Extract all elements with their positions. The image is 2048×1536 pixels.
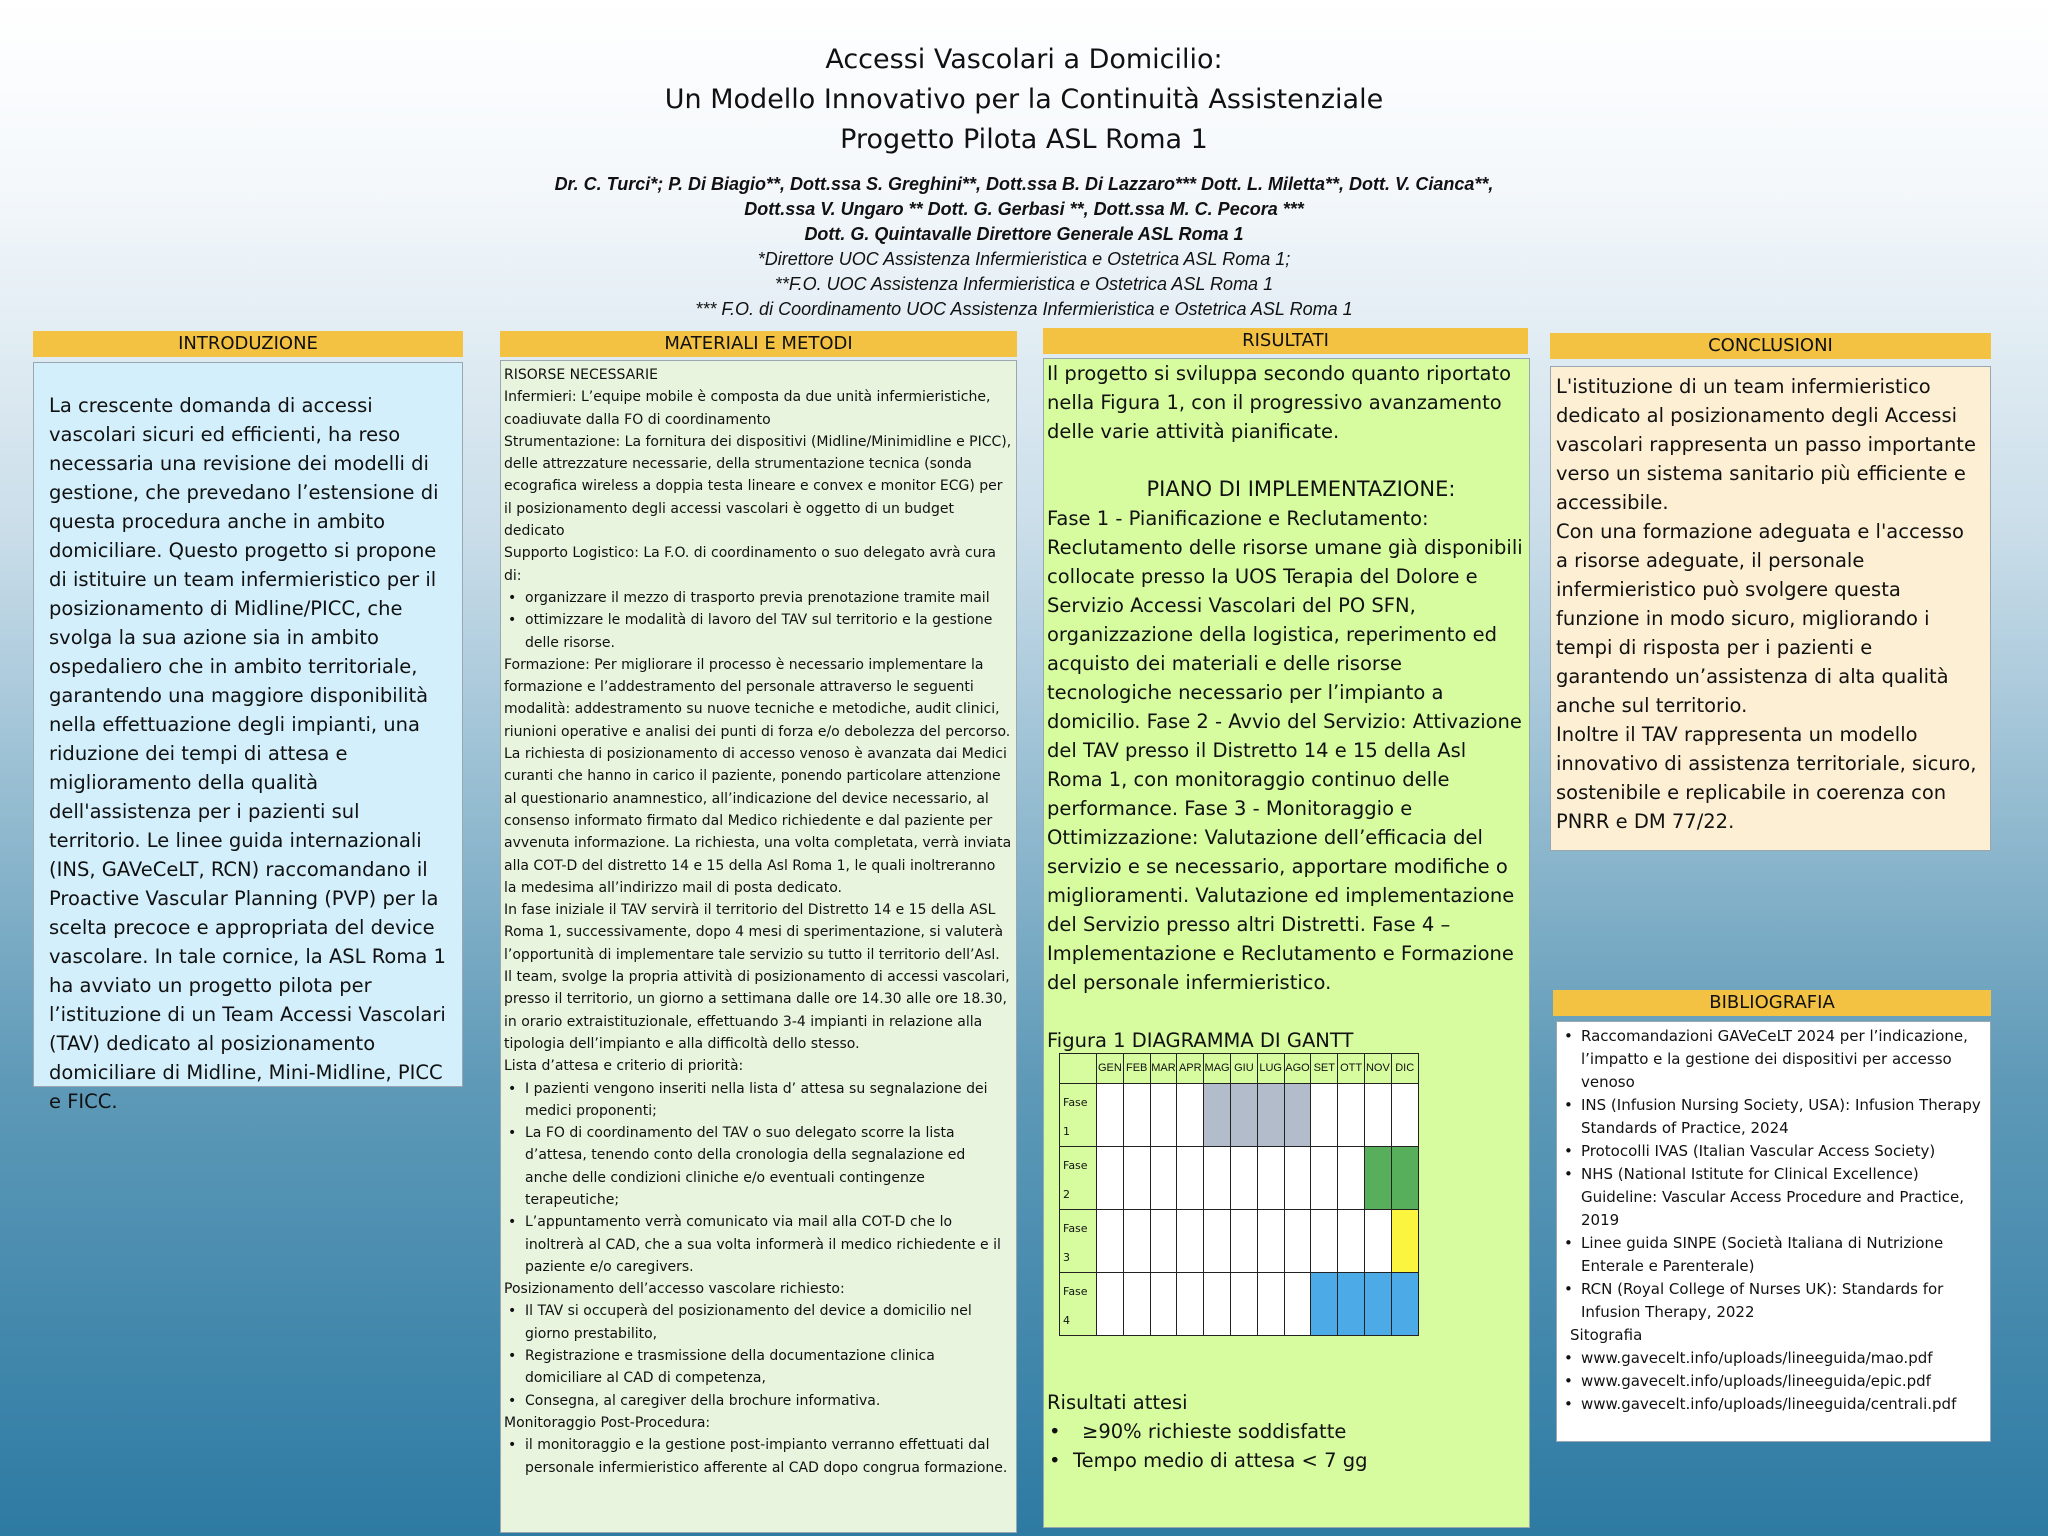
gantt-empty-cell — [1284, 1147, 1311, 1210]
materiali-paragraph: RISORSE NECESSARIE — [504, 367, 658, 383]
gantt-bar-cell — [1204, 1084, 1231, 1147]
materiali-list-item: • I pazienti vengono inseriti nella lista d’ attesa su segnalazione dei medici proponenti; — [504, 1078, 1012, 1123]
gantt-empty-cell — [1364, 1210, 1391, 1273]
materiali-paragraph: Supporto Logistico: La F.O. di coordinamento o suo delegato avrà cura di: — [504, 545, 996, 584]
sitografia-list — [1560, 1347, 1986, 1416]
materiali-heading: MATERIALI E METODI — [500, 331, 1017, 357]
gantt-phase-label: Fase 2 — [1060, 1147, 1097, 1210]
gantt-empty-cell — [1338, 1147, 1365, 1210]
gantt-empty-cell — [1150, 1210, 1177, 1273]
materiali-list-item: • il monitoraggio e la gestione post-impianto verranno effettuati dal personale infermieristico afferente al CAD dopo congrua formazione. — [504, 1434, 1012, 1479]
gantt-empty-cell — [1257, 1273, 1284, 1336]
gantt-phase-label: Fase 4 — [1060, 1273, 1097, 1336]
gantt-month-label: AGO — [1284, 1054, 1311, 1084]
gantt-bar-cell — [1338, 1273, 1365, 1336]
gantt-month-label: APR — [1177, 1054, 1204, 1084]
gantt-phase-row — [1060, 1210, 1419, 1273]
affiliation-line-1: *Direttore UOC Assistenza Infermieristica e Ostetrica ASL Roma 1; — [757, 249, 1291, 269]
gantt-empty-cell — [1311, 1147, 1338, 1210]
title-line-1: Accessi Vascolari a Domicilio: — [825, 44, 1223, 75]
bibliografia-box — [1556, 1021, 1991, 1442]
gantt-corner — [1060, 1054, 1097, 1084]
gantt-bar-cell — [1257, 1084, 1284, 1147]
gantt-empty-cell — [1177, 1084, 1204, 1147]
introduzione-text: La crescente domanda di accessi vascolari sicuri ed efficienti, ha reso necessaria una revisione dei modelli di gestione, che prevedano l’estensione di questa procedura anche in ambito domiciliare. Questo progetto si propone di istituire un team infermieristico per il posizionamento di Midline/PICC, che svolga la sua azione sia in ambito ospedaliero che in ambito territoriale, garantendo una maggiore disponibilità nella effettuazione degli impianti, una riduzione dei tempi di attesa e miglioramento della qualità dell'assistenza per i pazienti sul territorio. Le linee guida internazionali (INS, GAVeCeLT, RCN) raccomandano il Proactive Vascular Planning (PVP) per la scelta precoce e appropriata del device vascolare. In tale cornice, la ASL Roma 1 ha avviato un progetto pilota per l’istituzione di un Team Accessi Vascolari (TAV) dedicato al posizionamento domiciliare di Midline, Mini-Midline, PICC e FICC. — [49, 394, 446, 1113]
gantt-empty-cell — [1150, 1147, 1177, 1210]
materiali-list-item: • ottimizzare le modalità di lavoro del TAV sul territorio e la gestione delle risorse. — [504, 609, 1012, 654]
materiali-list — [504, 1078, 1012, 1279]
gantt-month-label: OTT — [1338, 1054, 1365, 1084]
gantt-empty-cell — [1284, 1210, 1311, 1273]
bibliografia-item: • Raccomandazioni GAVeCeLT 2024 per l’indicazione, l’impatto e la gestione dei dispositivi per accesso venoso — [1560, 1025, 1986, 1094]
risultati-box — [1043, 358, 1530, 1528]
author-line-2: Dott.ssa V. Ungaro ** Dott. G. Gerbasi **, Dott.ssa M. C. Pecora *** — [744, 199, 1304, 219]
title-line-3: Progetto Pilota ASL Roma 1 — [840, 124, 1208, 155]
introduzione-box — [33, 362, 463, 1113]
materiali-list-item: • organizzare il mezzo di trasporto previa prenotazione tramite mail — [504, 587, 1012, 609]
gantt-month-label: GIU — [1230, 1054, 1257, 1084]
gantt-empty-cell — [1257, 1210, 1284, 1273]
plan-text: Fase 1 - Pianificazione e Reclutamento: Reclutamento delle risorse umane già disponibili collocate presso la UOS Terapia del Dolore e Servizio Accessi Vascolari del PO SFN, organizzazione della logistica, reperimento ed acquisto dei materiali e delle risorse tecnologiche necessario per l’impianto a domicilio. Fase 2 - Avvio del Servizio: Attivazione del TAV presso il Distretto 14 e 15 della Asl Roma 1, con monitoraggio continuo delle performance. Fase 3 - Monitoraggio e Ottimizzazione: Valutazione dell’efficacia del servizio e se necessario, apportare modifiche o miglioramenti. Valutazione ed implementazione del Servizio presso altri Distretti. Fase 4 – Implementazione e Reclutamento e Formazione del personale infermieristico. — [1047, 507, 1523, 994]
gantt-chart — [1059, 1053, 1525, 1336]
gantt-empty-cell — [1097, 1210, 1124, 1273]
gantt-month-label: MAR — [1150, 1054, 1177, 1084]
gantt-bar-cell — [1391, 1147, 1418, 1210]
gantt-phase-row — [1060, 1273, 1419, 1336]
gantt-empty-cell — [1257, 1147, 1284, 1210]
gantt-empty-cell — [1097, 1084, 1124, 1147]
gantt-empty-cell — [1123, 1147, 1150, 1210]
conclusioni-heading: CONCLUSIONI — [1550, 333, 1991, 359]
gantt-phase-label: Fase 3 — [1060, 1210, 1097, 1273]
authors — [0, 172, 2048, 247]
gantt-bar-cell — [1391, 1273, 1418, 1336]
conclusioni-paragraph: Inoltre il TAV rappresenta un modello innovativo di assistenza territoriale, sicuro, sostenibile e replicabile in coerenza con PNRR e DM 77/22. — [1556, 723, 1977, 833]
gantt-bar-cell — [1284, 1084, 1311, 1147]
bibliografia-heading: BIBLIOGRAFIA — [1553, 990, 1991, 1016]
gantt-empty-cell — [1177, 1273, 1204, 1336]
materiali-paragraph: Infermieri: L’equipe mobile è composta da due unità infermieristiche, coadiuvate dalla FO di coordinamento — [504, 389, 991, 428]
gantt-month-label: GEN — [1097, 1054, 1124, 1084]
gantt-bar-cell — [1364, 1273, 1391, 1336]
gantt-empty-cell — [1123, 1273, 1150, 1336]
gantt-bar-cell — [1230, 1084, 1257, 1147]
figure-caption: Figura 1 DIAGRAMMA DI GANTT — [1047, 1029, 1354, 1052]
gantt-phase-row — [1060, 1147, 1419, 1210]
sitografia-label: Sitografia — [1570, 1326, 1643, 1344]
gantt-month-label: LUG — [1257, 1054, 1284, 1084]
materiali-list — [504, 1300, 1012, 1411]
materiali-paragraph: Monitoraggio Post-Procedura: — [504, 1414, 711, 1431]
gantt-empty-cell — [1311, 1084, 1338, 1147]
gantt-empty-cell — [1097, 1273, 1124, 1336]
gantt-bar-cell — [1311, 1273, 1338, 1336]
materiali-list-item: • Consegna, al caregiver della brochure informativa. — [504, 1390, 1012, 1412]
gantt-empty-cell — [1150, 1084, 1177, 1147]
bibliografia-list — [1560, 1025, 1986, 1324]
gantt-empty-cell — [1177, 1210, 1204, 1273]
risultati-intro: Il progetto si sviluppa secondo quanto riportato nella Figura 1, con il progressivo avanzamento delle varie attività pianificate. — [1047, 362, 1512, 443]
materiali-list-item: • La FO di coordinamento del TAV o suo delegato scorre la lista d’attesa, tenendo conto della cronologia della segnalazione ed anche delle condizioni cliniche e/o eventuali contingenze terapeutiche; — [504, 1122, 1012, 1211]
poster-header — [0, 40, 2048, 322]
bibliografia-item: • Linee guida SINPE (Società Italiana di Nutrizione Enterale e Parenterale) — [1560, 1232, 1986, 1278]
materiali-paragraph: Lista d’attesa e criterio di priorità: — [504, 1058, 744, 1075]
materiali-paragraph: Formazione: Per migliorare il processo è necessario implementare la formazione e l’addestramento del personale attraverso le seguenti modalità: addestramento su nuove tecniche e metodiche, audit clinici, riunioni operative e analisi dei punti di forza e/o debolezza del percorso. — [504, 656, 1011, 740]
gantt-phase-label: Fase 1 — [1060, 1084, 1097, 1147]
gantt-month-label: MAG — [1204, 1054, 1231, 1084]
bibliografia-item: • INS (Infusion Nursing Society, USA): Infusion Therapy Standards of Practice, 2024 — [1560, 1094, 1986, 1140]
gantt-empty-cell — [1097, 1147, 1124, 1210]
gantt-month-label: DIC — [1391, 1054, 1418, 1084]
expected-item: • ≥90% richieste soddisfatte — [1049, 1417, 1525, 1446]
gantt-empty-cell — [1230, 1210, 1257, 1273]
risultati-heading: RISULTATI — [1043, 328, 1528, 354]
gantt-empty-cell — [1391, 1084, 1418, 1147]
gantt-bar-cell — [1364, 1147, 1391, 1210]
affiliation-line-2: **F.O. UOC Assistenza Infermieristica e Ostetrica ASL Roma 1 — [774, 274, 1274, 294]
title-line-2: Un Modello Innovativo per la Continuità Assistenziale — [664, 84, 1384, 115]
gantt-table — [1059, 1053, 1419, 1336]
materiali-paragraph: Il team, svolge la propria attività di posizionamento di accessi vascolari, presso il territorio, un giorno a settimana dalle ore 14.30 alle ore 18.30, in orario extraistituzionale, effettuando 3-4 impianti in relazione alla tipologia dell’impianto e alla difficoltà dello stesso. — [504, 969, 1010, 1052]
gantt-empty-cell — [1123, 1210, 1150, 1273]
gantt-empty-cell — [1204, 1273, 1231, 1336]
gantt-month-label: SET — [1311, 1054, 1338, 1084]
bibliografia-item: • NHS (National Istitute for Clinical Excellence) Guideline: Vascular Access Procedure and Practice, 2019 — [1560, 1163, 1986, 1232]
materiali-paragraph: Posizionamento dell’accesso vascolare richiesto: — [504, 1281, 845, 1298]
gantt-month-label: NOV — [1364, 1054, 1391, 1084]
gantt-phase-row — [1060, 1084, 1419, 1147]
materiali-paragraph: Strumentazione: La fornitura dei dispositivi (Midline/Minimidline e PICC), delle attrezzature necessarie, della strumentazione tecnica (sonda ecografica wireless a doppia testa lineare e convex e monitor ECG) per il posizionamento degli accessi vascolari è oggetto di un budget dedicato — [504, 433, 1012, 540]
materiali-list-item: • Registrazione e trasmissione della documentazione clinica domiciliare al CAD di competenza, — [504, 1345, 1012, 1390]
plan-title: PIANO DI IMPLEMENTAZIONE: — [1146, 477, 1456, 501]
gantt-empty-cell — [1177, 1147, 1204, 1210]
gantt-month-label: FEB — [1123, 1054, 1150, 1084]
materiali-list — [504, 1434, 1012, 1479]
materiali-list-item: • L’appuntamento verrà comunicato via mail alla COT-D che lo inoltrerà al CAD, che a sua volta informerà il medico richiedente e il paziente e/o caregivers. — [504, 1211, 1012, 1278]
materiali-list-item: • Il TAV si occuperà del posizionamento del device a domicilio nel giorno prestabilito, — [504, 1300, 1012, 1345]
author-line-1: Dr. C. Turci*; P. Di Biagio**, Dott.ssa S. Greghini**, Dott.ssa B. Di Lazzaro*** Dott. L. Miletta**, Dott. V. Cianca**, — [554, 174, 1494, 194]
gantt-empty-cell — [1204, 1210, 1231, 1273]
expected-title: Risultati attesi — [1047, 1391, 1188, 1414]
gantt-empty-cell — [1230, 1273, 1257, 1336]
materiali-paragraph: La richiesta di posizionamento di accesso venoso è avanzata dai Medici curanti che hanno in carico il paziente, ponendo particolare attenzione al questionario anamnestico, all’indicazione del device necessario, al consenso informato firmato dal Medico richiedente e dal paziente per avvenuta informazione. La richiesta, una volta completata, verrà inviata alla COT-D del distretto 14 e 15 della Asl Roma 1, le quali inoltreranno la medesima all’indirizzo mail di posta dedicato. — [504, 746, 1012, 896]
expected-list — [1047, 1417, 1525, 1475]
gantt-empty-cell — [1123, 1084, 1150, 1147]
gantt-empty-cell — [1338, 1084, 1365, 1147]
expected-item: • Tempo medio di attesa < 7 gg — [1049, 1446, 1525, 1475]
bibliografia-item: • Protocolli IVAS (Italian Vascular Access Society) — [1560, 1140, 1986, 1163]
conclusioni-paragraph: Con una formazione adeguata e l'accesso a risorse adeguate, il personale infermieristico può svolgere questa funzione in modo sicuro, migliorando i tempi di risposta per i pazienti e garantendo un’assistenza di alta qualità anche sul territorio. — [1556, 520, 1964, 717]
sitografia-link[interactable]: • www.gavecelt.info/uploads/lineeguida/centrali.pdf — [1560, 1393, 1986, 1416]
gantt-empty-cell — [1364, 1084, 1391, 1147]
gantt-bar-cell — [1391, 1210, 1418, 1273]
gantt-empty-cell — [1284, 1273, 1311, 1336]
affiliations — [0, 247, 2048, 322]
materiali-box — [500, 360, 1017, 1533]
gantt-empty-cell — [1230, 1147, 1257, 1210]
introduzione-heading: INTRODUZIONE — [33, 331, 463, 357]
author-line-3: Dott. G. Quintavalle Direttore Generale ASL Roma 1 — [804, 224, 1244, 244]
gantt-empty-cell — [1204, 1147, 1231, 1210]
affiliation-line-3: *** F.O. di Coordinamento UOC Assistenza Infermieristica e Ostetrica ASL Roma 1 — [695, 299, 1353, 319]
conclusioni-paragraph: L'istituzione di un team infermieristico dedicato al posizionamento degli Accessi vascolari rappresenta un passo importante verso un sistema sanitario più efficiente e accessibile. — [1556, 375, 1976, 514]
gantt-empty-cell — [1150, 1273, 1177, 1336]
materiali-list — [504, 587, 1012, 654]
gantt-empty-cell — [1338, 1210, 1365, 1273]
sitografia-link[interactable]: • www.gavecelt.info/uploads/lineeguida/mao.pdf — [1560, 1347, 1986, 1370]
conclusioni-box — [1550, 366, 1991, 851]
sitografia-link[interactable]: • www.gavecelt.info/uploads/lineeguida/epic.pdf — [1560, 1370, 1986, 1393]
bibliografia-item: • RCN (Royal College of Nurses UK): Standards for Infusion Therapy, 2022 — [1560, 1278, 1986, 1324]
gantt-empty-cell — [1311, 1210, 1338, 1273]
materiali-paragraph: In fase iniziale il TAV servirà il territorio del Distretto 14 e 15 della ASL Roma 1, successivamente, dopo 4 mesi di sperimentazione, si valuterà l’opportunità di implementare tale servizio su tutto il territorio dell’Asl. — [504, 902, 1004, 963]
